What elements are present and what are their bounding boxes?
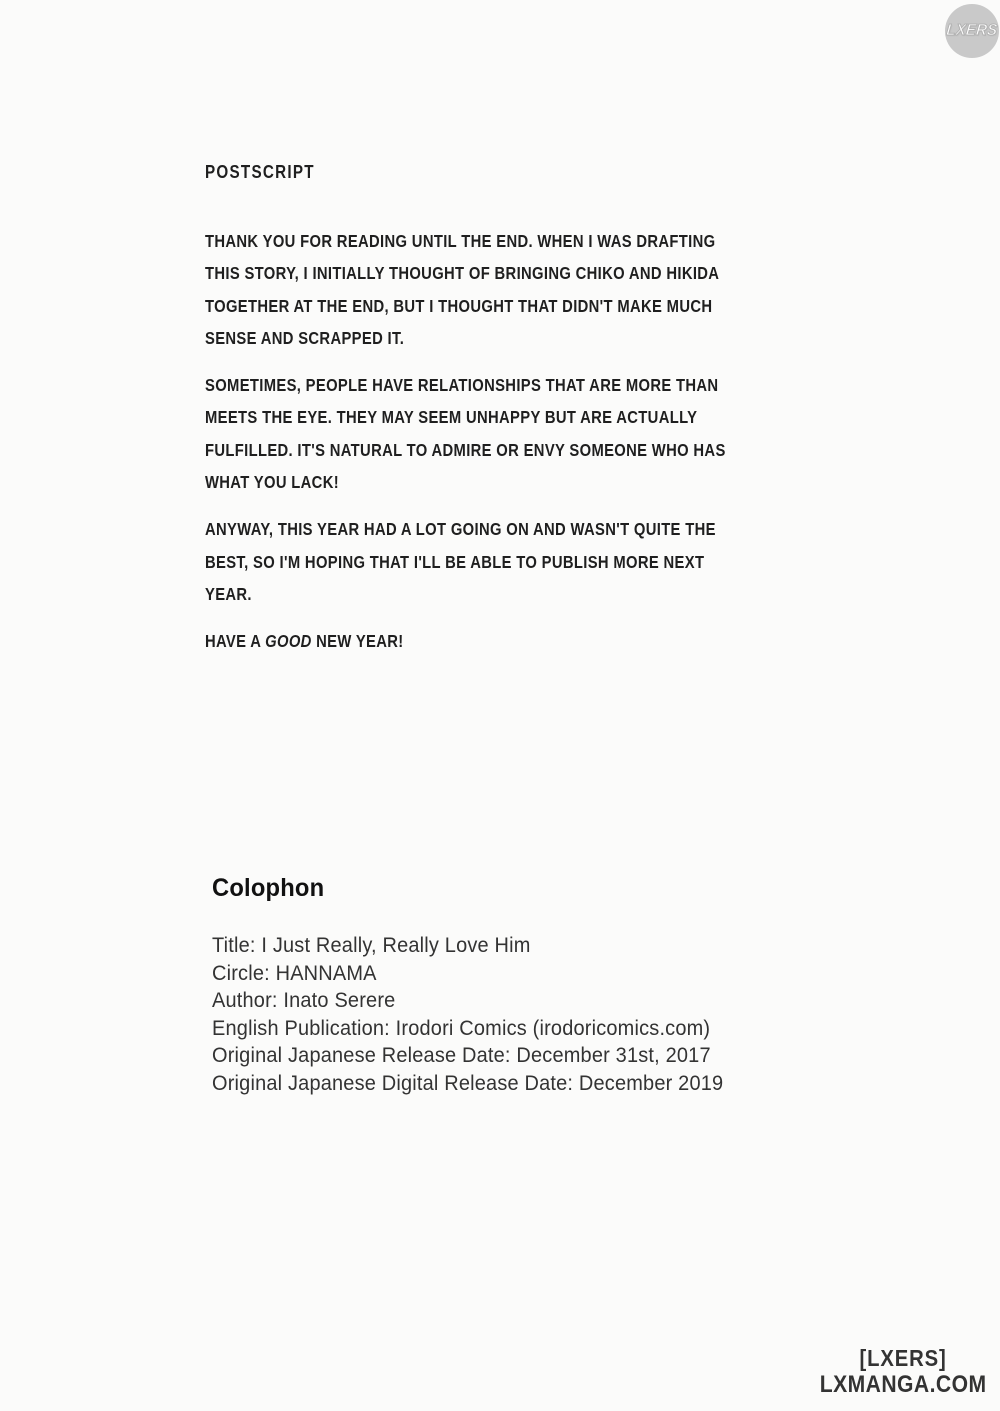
postscript-line: SOMETIMES, PEOPLE HAVE RELATIONSHIPS THAT ARE MORE THAN (205, 375, 719, 396)
postscript-paragraph-2 (205, 369, 847, 498)
colophon-entry-title: Title: I Just Really, Really Love Him (212, 934, 531, 957)
colophon-entry-release-date: Original Japanese Release Date: December 31st, 2017 (212, 1044, 711, 1067)
postscript-section (205, 162, 847, 658)
postscript-line: THANK YOU FOR READING UNTIL THE END. WHEN I WAS DRAFTING (205, 231, 716, 251)
postscript-line: ANYWAY, THIS YEAR HAD A LOT GOING ON AND WASN'T QUITE THE (205, 519, 716, 540)
closing-text-pre: HAVE A (205, 631, 266, 652)
closing-text-italic: GOOD (265, 631, 312, 652)
postscript-line: SENSE AND SCRAPPED IT. (205, 327, 405, 348)
colophon-entry-digital-release-date: Original Japanese Digital Release Date: December 2019 (212, 1071, 724, 1095)
site-watermark (819, 1345, 986, 1399)
postscript-paragraph-3 (205, 513, 847, 610)
postscript-line: FULFILLED. IT'S NATURAL TO ADMIRE OR ENVY SOMEONE WHO HAS (205, 439, 726, 460)
postscript-heading: POSTSCRIPT (205, 162, 315, 182)
postscript-line: MEETS THE EYE. THEY MAY SEEM UNHAPPY BUT ARE ACTUALLY (205, 407, 698, 428)
watermark-lxmanga-text: LXMANGA.COM (819, 1371, 986, 1398)
postscript-closing-line (205, 625, 847, 657)
closing-text-post: NEW YEAR! (311, 631, 404, 652)
postscript-line: WHAT YOU LACK! (205, 472, 339, 493)
colophon-heading: Colophon (212, 874, 325, 902)
postscript-line: YEAR. (205, 583, 252, 604)
colophon-entry-author: Author: Inato Serere (212, 989, 396, 1012)
lxers-logo-badge (945, 4, 999, 58)
postscript-line: BEST, SO I'M HOPING THAT I'LL BE ABLE TO PUBLISH MORE NEXT (205, 551, 705, 572)
postscript-line: TOGETHER AT THE END, BUT I THOUGHT THAT DIDN'T MAKE MUCH (205, 295, 713, 316)
postscript-paragraph-1 (205, 225, 847, 354)
postscript-line: THIS STORY, I INITIALLY THOUGHT OF BRINGING CHIKO AND HIKIDA (205, 263, 720, 284)
colophon-section (212, 874, 723, 1097)
colophon-entry-circle: Circle: HANNAMA (212, 961, 377, 985)
lxers-logo-text: LXERS (945, 22, 999, 39)
colophon-entry-publication: English Publication: Irodori Comics (irodoricomics.com) (212, 1016, 711, 1040)
watermark-lxers-text: [LXERS] (859, 1345, 947, 1371)
